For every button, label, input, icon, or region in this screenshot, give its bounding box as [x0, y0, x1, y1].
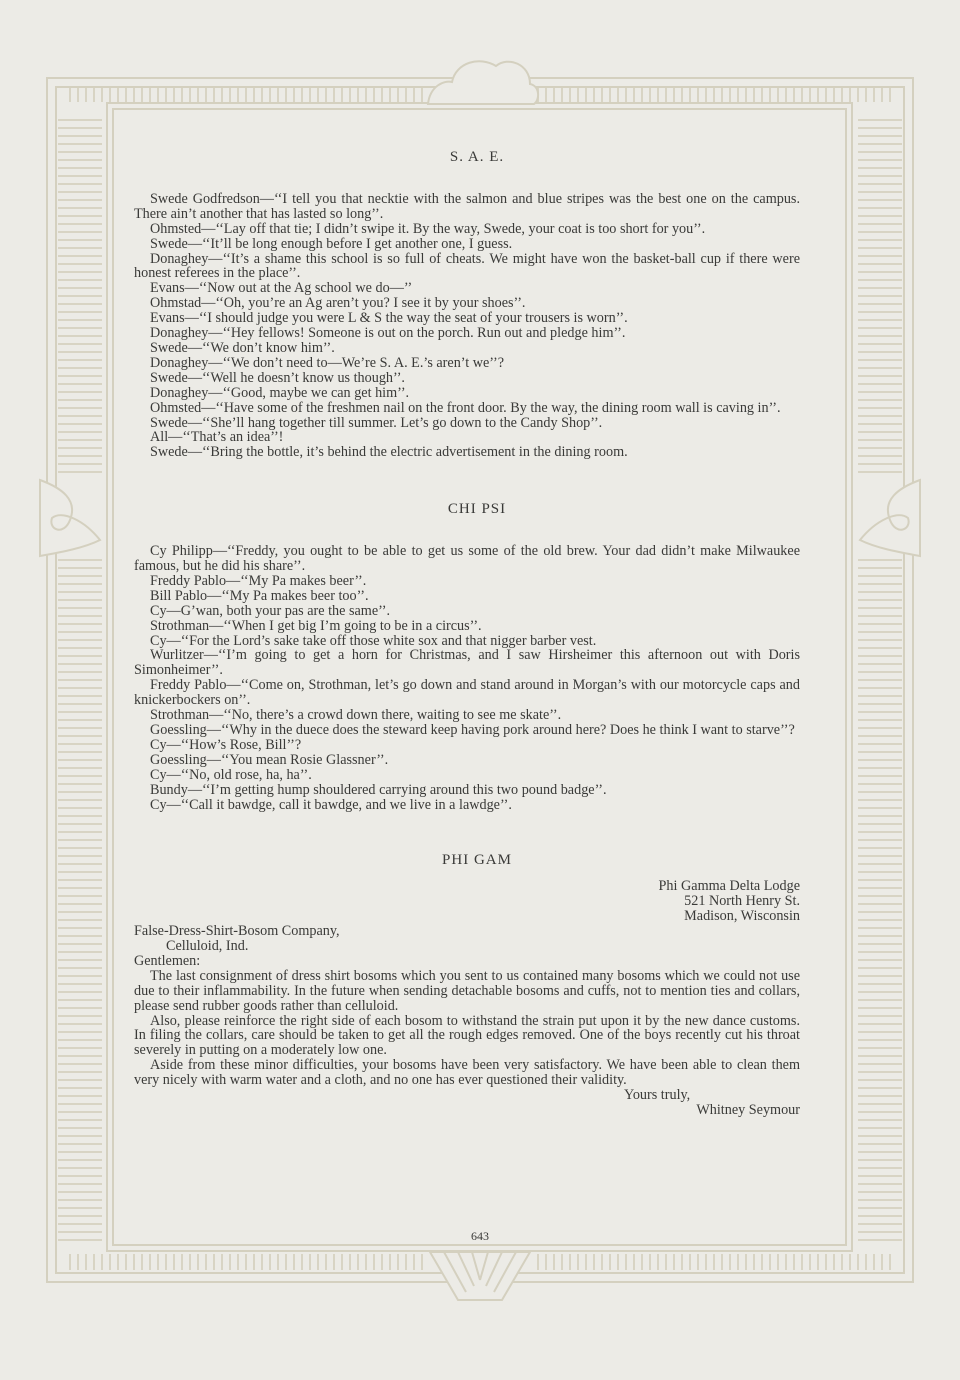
dialogue-line: Strothman—‘‘No, there’s a crowd down there, waiting to see me skate’’.: [150, 707, 562, 724]
dialogue-line: Goessling—‘‘You mean Rosie Glassner’’.: [150, 751, 389, 768]
address-line: 521 North Henry St.: [684, 893, 800, 910]
address-line: Phi Gamma Delta Lodge: [658, 878, 800, 895]
dialogue-line: Strothman—‘‘When I get big I’m going to be in a circus’’.: [150, 617, 482, 634]
dialogue-line: Freddy Pablo—‘‘My Pa makes beer’’.: [150, 572, 367, 589]
letter-signature: Whitney Seymour: [696, 1101, 800, 1118]
dialogue-line: Cy—G’wan, both your pas are the same’’.: [150, 602, 391, 619]
page-number: 643: [471, 1229, 489, 1243]
dialogue-line: Donaghey—‘‘Hey fellows! Someone is out on the porch. Run out and pledge him’’.: [150, 325, 626, 342]
letter: [134, 879, 800, 1118]
dialogue-line: Donaghey—‘‘We don’t need to—We’re S. A. E.’s aren’t we’’?: [150, 354, 504, 371]
dialogue-line: Donaghey—‘‘It’s a shame this school is so full of cheats. We might have won the basket-ball cup if there were honest referees in the place’’.: [134, 250, 800, 282]
dialogue-line: Swede Godfredson—‘‘I tell you that necktie with the salmon and blue stripes was the best one on the campus. There ain’t another that has lasted so long’’.: [134, 190, 800, 222]
dialogue-line: Cy—‘‘For the Lord’s sake take off those white sox and that nigger barber vest.: [150, 632, 597, 649]
chi-psi-dialogue: [134, 544, 800, 812]
recipient-line: Celluloid, Ind.: [166, 937, 249, 954]
dialogue-line: Swede—‘‘Bring the bottle, it’s behind the electric advertisement in the dining room.: [150, 444, 628, 461]
dialogue-line: Evans—‘‘I should judge you were L & S the way the seat of your trousers is worn’’.: [150, 310, 628, 327]
dialogue-line: Donaghey—‘‘Good, maybe we can get him’’.: [150, 384, 410, 401]
dialogue-line: Swede—‘‘We don’t know him’’.: [150, 339, 335, 356]
section-title-sae: S. A. E.: [449, 149, 505, 165]
letter-paragraph: Also, please reinforce the right side of each bosom to withstand the strain put upon it by the new dance customs. In filing the collars, care should be taken to get all the rough edges removed. One of the boys recently cut his throat severely in putting on a moderately low one.: [134, 1012, 800, 1059]
address-line: Madison, Wisconsin: [684, 908, 800, 925]
section-title-phi-gam: PHI GAM: [442, 852, 512, 869]
dialogue-line: Ohmstad—‘‘Oh, you’re an Ag aren’t you? I see it by your shoes’’.: [150, 295, 526, 312]
dialogue-line: Freddy Pablo—‘‘Come on, Strothman, let’s go down and stand around in Morgan’s with our motorcycle caps and knickerbockers on’’.: [134, 677, 800, 709]
dialogue-line: Evans—‘‘Now out at the Ag school we do—’’: [150, 280, 413, 297]
salutation: Gentlemen:: [134, 952, 201, 969]
dialogue-line: Ohmsted—‘‘Lay off that tie; I didn’t swipe it. By the way, Swede, your coat is too short for you’’.: [150, 220, 706, 237]
dialogue-line: Wurlitzer—‘‘I’m going to get a horn for Christmas, and I saw Hirsheimer this afternoon out with Doris Simonheimer’’.: [134, 647, 800, 679]
page-content: [134, 150, 800, 1118]
section-title-chi-psi: CHI PSI: [447, 501, 507, 518]
dialogue-line: Bill Pablo—‘‘My Pa makes beer too’’.: [150, 587, 369, 604]
dialogue-line: Goessling—‘‘Why in the duece does the steward keep having pork around here? Does he think I want to starve’’?: [150, 722, 795, 738]
sae-dialogue: [134, 192, 800, 460]
letter-return-address: [134, 879, 800, 924]
dialogue-line: Cy—‘‘How’s Rose, Bill’’?: [150, 736, 302, 753]
dialogue-line: Swede—‘‘She’ll hang together till summer. Let’s go down to the Candy Shop’’.: [150, 414, 603, 431]
dialogue-line: Cy—‘‘Call it bawdge, call it bawdge, and we live in a lawdge’’.: [150, 796, 512, 813]
dialogue-line: All—‘‘That’s an idea’’!: [150, 429, 284, 446]
dialogue-line: Cy Philipp—‘‘Freddy, you ought to be able to get us some of the old brew. Your dad didn’t make Milwaukee famous, but he did his share’’.: [134, 543, 800, 575]
dialogue-line: Ohmsted—‘‘Have some of the freshmen nail on the front door. By the way, the dining room wall is caving in’’.: [150, 399, 781, 416]
dialogue-line: Swede—‘‘Well he doesn’t know us though’’.: [150, 369, 405, 386]
dialogue-line: Bundy—‘‘I’m getting hump shouldered carrying around this two pound badge’’.: [150, 781, 607, 798]
dialogue-line: Swede—‘‘It’ll be long enough before I get another one, I guess.: [150, 235, 513, 252]
recipient-line: False-Dress-Shirt-Bosom Company,: [134, 923, 340, 940]
letter-paragraph: The last consignment of dress shirt bosoms which you sent to us contained many bosoms which we could not use due to their inflammability. In the future when sending detachable bosoms and cuffs, not to mention ties and collars, please send rubber goods rather than celluloid.: [134, 967, 800, 1014]
letter-paragraph: Aside from these minor difficulties, your bosoms have been very satisfactory. We have been able to clean them very nicely with warm water and a cloth, and no one has ever questioned their validity.: [134, 1057, 800, 1089]
dialogue-line: Cy—‘‘No, old rose, ha, ha’’.: [150, 766, 312, 783]
letter-closing: Yours truly,: [624, 1087, 691, 1104]
